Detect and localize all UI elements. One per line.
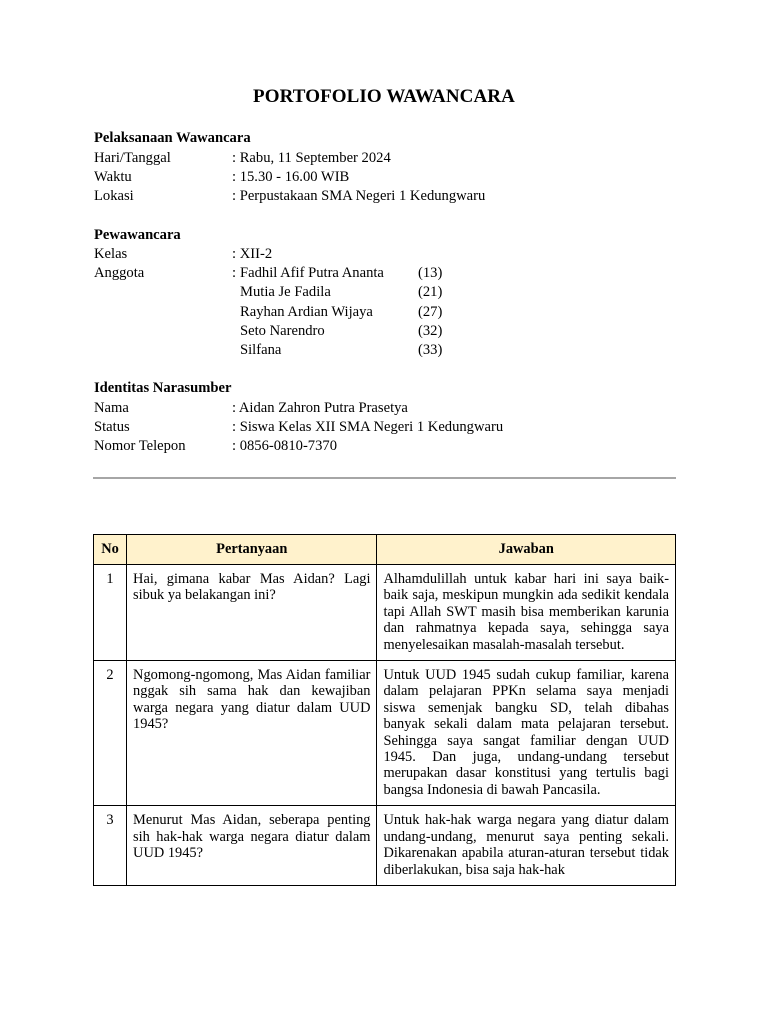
horizontal-divider <box>93 477 676 479</box>
member-number: (21) <box>418 284 443 300</box>
table-row <box>94 661 676 806</box>
row-number: 2 <box>94 661 127 806</box>
member-name: Rayhan Ardian Wijaya <box>240 304 373 320</box>
interview-table <box>93 534 676 886</box>
info-label: Status <box>94 419 130 435</box>
info-value: : XII-2 <box>232 246 273 262</box>
header-no: No <box>94 535 127 565</box>
info-value: : Aidan Zahron Putra Prasetya <box>232 400 408 416</box>
section-heading-pewawancara: Pewawancara <box>94 227 181 243</box>
page-bottom-margin <box>0 924 768 1024</box>
info-value: : Perpustakaan SMA Negeri 1 Kedungwaru <box>232 188 486 204</box>
member-name: Silfana <box>240 342 282 358</box>
info-label: Nama <box>94 400 129 416</box>
info-label: Anggota <box>94 265 145 281</box>
info-value: : 15.30 - 16.00 WIB <box>232 169 350 185</box>
member-number: (33) <box>418 342 443 358</box>
info-label: Waktu <box>94 169 132 185</box>
answer-cell: Untuk hak-hak warga negara yang diatur dalam undang-undang, menurut saya penting sekali. Dikarenakan apabila aturan-aturan tersebut tidak diberlakukan, bisa saja hak-hak <box>377 806 676 886</box>
row-number: 1 <box>94 565 127 661</box>
section-heading-narasumber: Identitas Narasumber <box>94 380 232 396</box>
info-value: : 0856-0810-7370 <box>232 438 337 454</box>
answer-cell: Alhamdulillah untuk kabar hari ini saya baik-baik saja, meskipun mungkin ada sedikit kendala tapi Allah SWT masih bisa memberikan karunia dan rahmatnya kepada saya, sehingga saya menyelesaikan masalah-masalah tersebut. <box>377 565 676 661</box>
member-name: Mutia Je Fadila <box>240 284 331 300</box>
section-heading-pelaksanaan: Pelaksanaan Wawancara <box>94 130 251 146</box>
table-header-row <box>94 535 676 565</box>
question-cell: Hai, gimana kabar Mas Aidan? Lagi sibuk ya belakangan ini? <box>127 565 377 661</box>
member-number: (32) <box>418 323 443 339</box>
info-label: Nomor Telepon <box>94 438 186 454</box>
member-number: (13) <box>418 265 443 281</box>
question-cell: Ngomong-ngomong, Mas Aidan familiar nggak sih sama hak dan kewajiban warga negara yang diatur dalam UUD 1945? <box>127 661 377 806</box>
document-title: PORTOFOLIO WAWANCARA <box>253 86 515 107</box>
member-number: (27) <box>418 304 443 320</box>
info-colon: : <box>232 265 237 281</box>
member-name: Seto Narendro <box>240 323 325 339</box>
info-label: Kelas <box>94 246 128 262</box>
info-label: Hari/Tanggal <box>94 150 171 166</box>
info-value: : Siswa Kelas XII SMA Negeri 1 Kedungwaru <box>232 419 504 435</box>
row-number: 3 <box>94 806 127 886</box>
member-name: Fadhil Afif Putra Ananta <box>240 265 384 281</box>
table-row <box>94 565 676 661</box>
answer-cell: Untuk UUD 1945 sudah cukup familiar, karena dalam pelajaran PPKn selama saya menjadi siswa semenjak bangku SD, telah dibahas banyak sekali dalam mata pelajaran tersebut. Sehingga saya sangat familiar dengan UUD 1945. Dan juga, undang-undang tersebut merupakan dasar konstitusi yang tertulis bagi bangsa Indonesia di bawah Pancasila. <box>377 661 676 806</box>
info-value: : Rabu, 11 September 2024 <box>232 150 391 166</box>
header-answer: Jawaban <box>377 535 676 565</box>
info-label: Lokasi <box>94 188 134 204</box>
question-cell: Menurut Mas Aidan, seberapa penting sih hak-hak warga negara diatur dalam UUD 1945? <box>127 806 377 886</box>
table-row <box>94 806 676 886</box>
header-question: Pertanyaan <box>127 535 377 565</box>
